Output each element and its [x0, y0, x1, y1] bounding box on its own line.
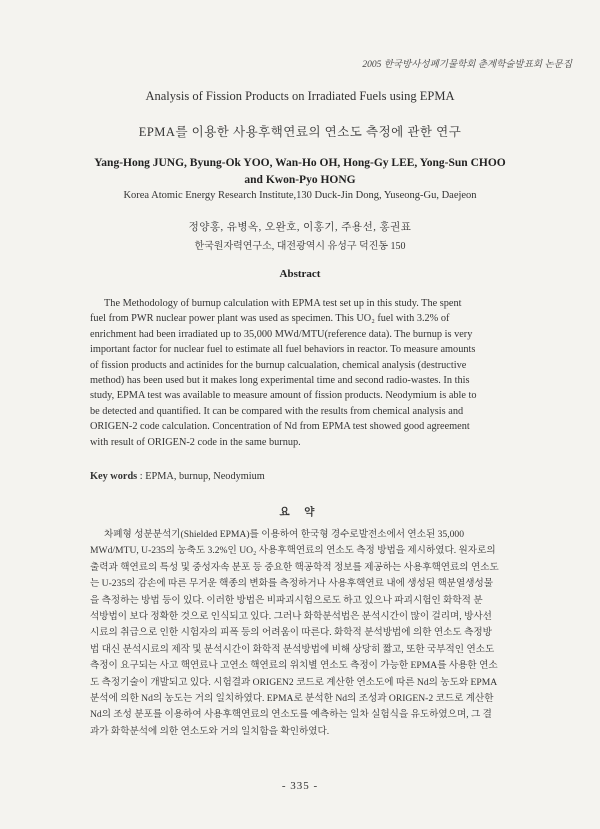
abstract-line: fuel from PWR nuclear power plant was used as specimen. This UO₂ fuel with 3.2% of — [90, 313, 450, 325]
abstract-line: ORIGEN-2 code calculation. Concentration of Nd from EPMA test showed good agreement — [90, 421, 470, 433]
abstract-line: enrichment had been irradiated up to 35,000 MWd/MTU(reference data). The burnup is very — [90, 328, 473, 340]
summary-line: 차폐형 성분분석기(Shielded EPMA)를 이용하여 한국형 경수로발전소에서 연소된 35,000 — [104, 529, 465, 540]
summary-line: MWd/MTU, U-235의 농축도 3.2%인 UO₂ 사용후핵연료의 연소도 측정 방법을 제시하였다. 원자로의 — [90, 545, 496, 557]
summary-body-korean — [90, 527, 530, 740]
author-line-1: Yang-Hong JUNG, Byung-Ok YOO, Wan-Ho OH, Hong-Gy LEE, Yong-Sun CHOO — [94, 157, 506, 169]
title-english: Analysis of Fission Products on Irradiated Fuels using EPMA — [145, 89, 455, 103]
summary-line: Nd의 조성 분포를 이용하여 사용후핵연료의 연소도를 예측하는 일차 실험식을 유도하였으며, 그 결 — [90, 709, 492, 721]
abstract-heading: Abstract — [279, 268, 321, 280]
summary-line: 측정이 요구되는 사고 핵연료나 고연소 핵연료의 위치별 연소도 측정이 가능한 EPMA를 사용한 연소 — [90, 660, 498, 672]
summary-heading: 요 약 — [279, 507, 321, 518]
summary-line: 도 측정기술이 개발되고 있다. 시험결과 ORIGEN2 코드로 계산한 연소도에 따른 Nd의 농도와 EPMA — [90, 676, 498, 688]
abstract-line: study, EPMA test was available to measure amount of fission products. Neodymium is able to — [90, 390, 477, 402]
page-number: - 335 - — [281, 780, 319, 792]
summary-line: 시료의 취급으로 인한 시험자의 피폭 등의 어려움이 따른다. 화학적 분석방법에 의한 연소도 측정방 — [90, 627, 492, 639]
keywords-label: Key words — [90, 471, 138, 482]
abstract-body — [90, 296, 530, 450]
abstract-line: be detected and quantified. It can be compared with the results from chemical analysis and — [90, 405, 464, 417]
keywords — [90, 471, 530, 482]
author-list — [70, 155, 530, 189]
title-korean: EPMA를 이용한 사용후핵연료의 연소도 측정에 관한 연구 — [138, 125, 462, 139]
author-line-2: and Kwon-Pyo HONG — [244, 174, 356, 186]
summary-line: 출력과 핵연료의 특성 및 중성자속 분포 등 중요한 핵공학적 정보를 제공하는 사용후핵연료의 연소도 — [90, 561, 499, 573]
abstract-line: of fission products and actinides for the burnup calcualation, chemical analysis (destructive — [90, 359, 467, 371]
summary-line: 법 대신 분석시료의 제작 및 분석시간이 화학적 분석방법에 비해 상당히 짧고, 또한 국부적인 연소도 — [90, 643, 495, 655]
affiliation-korean: 한국원자력연구소, 대전광역시 유성구 덕진동 150 — [194, 241, 406, 252]
author-list-korean: 정양홍, 유병옥, 오완호, 이홍기, 주용선, 홍권표 — [188, 222, 412, 233]
summary-line: 분석에 의한 Nd의 농도는 거의 일치하였다. EPMA로 분석한 Nd의 조성과 ORIGEN-2 코드로 계산한 — [90, 693, 494, 705]
abstract-line: with result of ORIGEN-2 code in the same burnup. — [90, 436, 301, 448]
abstract-line: important factor for nuclear fuel to estimate all fuel behaviors in reactor. To measure amounts — [90, 344, 476, 356]
abstract-line: The Methodology of burnup calculation with EPMA test set up in this study. The spent — [104, 298, 462, 309]
abstract-line: method) has been used but it makes long experimental time and second radio-wastes. In this — [90, 375, 470, 387]
keywords-value: : EPMA, burnup, Neodymium — [137, 471, 265, 482]
summary-line: 과가 화학분석에 의한 연소도와 거의 일치함을 확인하였다. — [90, 725, 330, 737]
summary-line: 는 U-235의 감손에 따른 무거운 핵종의 변화를 측정하거나 사용후핵연료 내에 생성된 핵분열생성물 — [90, 578, 494, 590]
affiliation-english: Korea Atomic Energy Research Institute,130 Duck-Jin Dong, Yuseong-Gu, Daejeon — [123, 190, 477, 201]
summary-line: 을 측정하는 방법 등이 있다. 이러한 방법은 비파괴시험으로도 하고 있으나 파괴시험인 화학적 분 — [90, 594, 483, 606]
proceedings-header: 2005 한국방사성폐기물학회 춘계학술발표회 논문집 — [362, 60, 572, 70]
summary-line: 석방법이 보다 정확한 것으로 인식되고 있다. 그러나 화학분석법은 분석시간이 많이 걸리며, 방사선 — [90, 611, 492, 623]
